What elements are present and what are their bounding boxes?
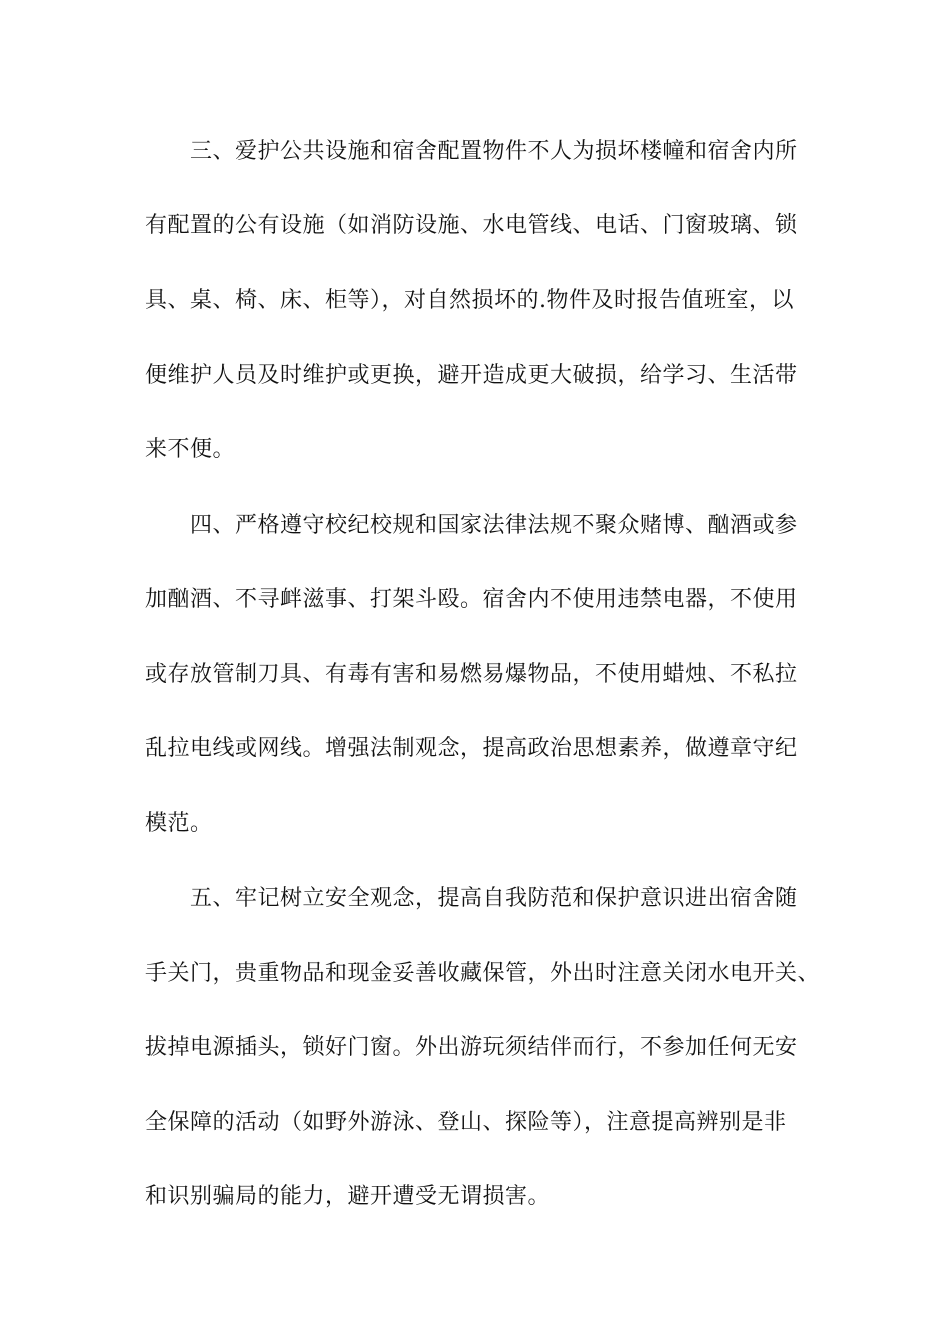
paragraph-5-line-3: 拔掉电源插头，锁好门窗。外出游玩须结伴而行，不参加任何无安 bbox=[145, 1035, 798, 1060]
paragraph-4-line-4: 乱拉电线或网线。增强法制观念，提高政治思想素养，做遵章守纪 bbox=[145, 736, 798, 761]
paragraph-3-line-2: 有配置的公有设施（如消防设施、水电管线、电话、门窗玻璃、锁 bbox=[145, 213, 798, 238]
paragraph-3-line-3: 具、桌、椅、床、柜等），对自然损坏的.物件及时报告值班室，以 bbox=[145, 288, 794, 313]
paragraph-3-line-1: 三、爱护公共设施和宿舍配置物件不人为损坏楼幢和宿舍内所 bbox=[190, 139, 798, 164]
paragraph-5-line-1: 五、牢记树立安全观念，提高自我防范和保护意识进出宿舍随 bbox=[190, 886, 798, 911]
paragraph-4-line-1: 四、严格遵守校纪校规和国家法律法规不聚众赌博、酗酒或参 bbox=[190, 513, 798, 538]
paragraph-3-line-5: 来不便。 bbox=[145, 437, 236, 462]
paragraph-4-line-3: 或存放管制刀具、有毒有害和易燃易爆物品，不使用蜡烛、不私拉 bbox=[145, 662, 798, 687]
paragraph-5-line-5: 和识别骗局的能力，避开遭受无谓损害。 bbox=[145, 1184, 551, 1209]
paragraph-5-line-4: 全保障的活动（如野外游泳、登山、探险等），注意提高辨别是非 bbox=[145, 1110, 787, 1135]
paragraph-4-line-2: 加酗酒、不寻衅滋事、打架斗殴。宿舍内不使用违禁电器，不使用 bbox=[145, 587, 798, 612]
paragraph-4-line-5: 模范。 bbox=[145, 811, 213, 836]
paragraph-5-line-2: 手关门，贵重物品和现金妥善收藏保管，外出时注意关闭水电开关、 bbox=[145, 961, 821, 986]
paragraph-3-line-4: 便维护人员及时维护或更换，避开造成更大破损，给学习、生活带 bbox=[145, 363, 798, 388]
